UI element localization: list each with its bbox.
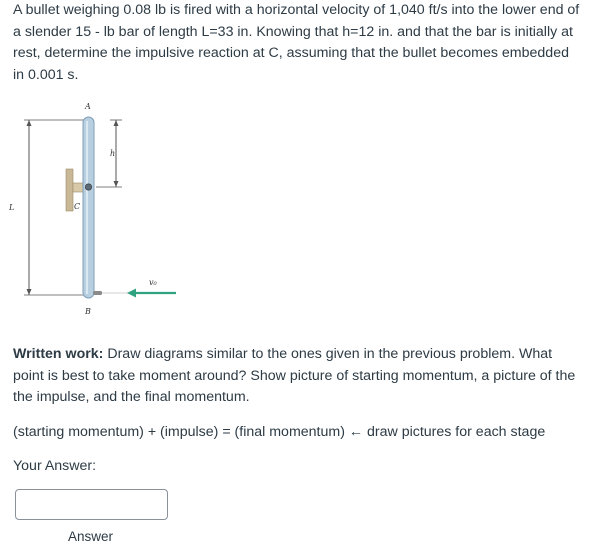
problem-figure	[0, 95, 200, 320]
velocity-arrow-head	[127, 289, 136, 298]
written-work-heading: Written work:	[13, 346, 104, 362]
label-v0: v₀	[149, 278, 157, 287]
label-c: C	[74, 202, 81, 211]
your-answer-label: Your Answer:	[13, 458, 97, 474]
problem-statement: A bullet weighing 0.08 lb is fired with a horizontal velocity of 1,040 ft/s into the lower end of a slender 15 - lb bar of length L=33 in. Knowing that h=12 in. and that the bar is initially at rest, determine the impulsive reaction at C, assuming that the bullet becomes embedded in 0.001 s.	[13, 2, 580, 83]
slender-bar	[83, 117, 94, 298]
answer-input[interactable]	[15, 489, 168, 520]
label-a: A	[85, 102, 91, 111]
label-h: h	[110, 149, 116, 158]
momentum-stages-line: (starting momentum) + (impulse) = (final momentum) ← draw pictures for each stage	[13, 424, 546, 440]
written-work-body: Draw diagrams similar to the ones given in the previous problem. What point is best to take moment around? Show picture of starting momentum, a picture of the the impulse, and the final momentum.	[13, 346, 576, 405]
pin-c	[85, 184, 91, 190]
h-arrow-top	[114, 120, 119, 126]
h-arrow-bottom	[114, 181, 119, 187]
bar-diagram	[0, 95, 200, 320]
bullet	[93, 291, 102, 295]
length-arrow-bottom	[27, 289, 32, 295]
answer-caption: Answer	[68, 529, 114, 544]
label-l: L	[9, 203, 15, 212]
label-b: B	[85, 307, 91, 316]
length-arrow-top	[27, 120, 32, 126]
written-work-instructions	[13, 344, 583, 409]
support-wall	[66, 169, 73, 211]
